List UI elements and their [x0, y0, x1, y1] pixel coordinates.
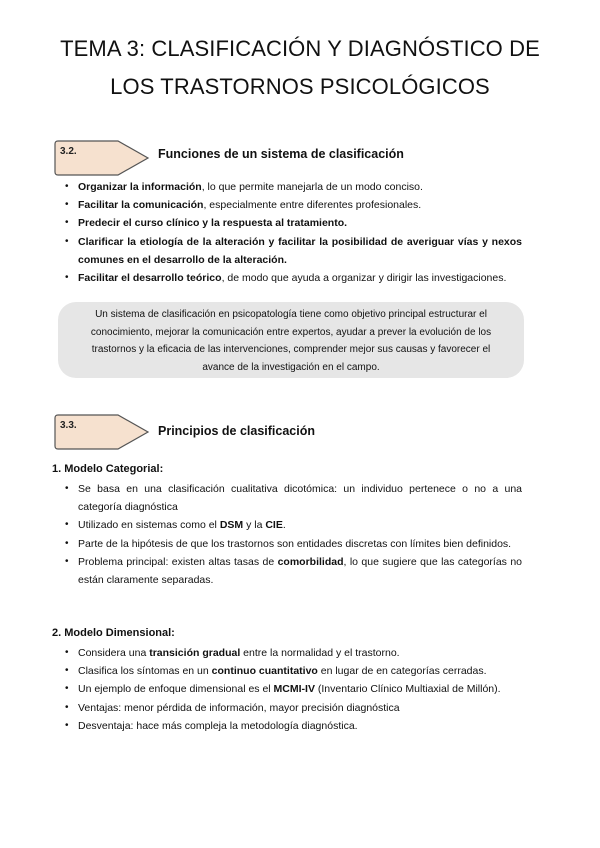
list-item: [64, 535, 522, 553]
list-item: [64, 196, 522, 214]
list-item-text: Utilizado en sistemas como el: [78, 519, 220, 532]
list-item-bold: Clarificar la etiología de la alteración y facilitar la posibilidad de averiguar vías y nexos comunes en el desarrollo de la alteración.: [78, 235, 522, 266]
section-number: 3.2.: [60, 146, 77, 157]
list-item-text: Se basa en una clasificación cualitativa dicotómica: un individuo pertenece o no a una categoría diagnóstica: [78, 483, 522, 514]
functions-list: [64, 178, 522, 287]
section-heading: Principios de clasificación: [158, 424, 316, 438]
list-item-text: Ventajas: menor pérdida de información, mayor precisión diagnóstica: [78, 701, 400, 714]
list-item-bold: transición gradual: [149, 647, 241, 659]
list-item-text: Considera una: [78, 647, 150, 659]
list-item-text: .: [282, 519, 286, 532]
list-item: [64, 699, 522, 717]
page-title: [20, 30, 580, 106]
list-item: [64, 269, 522, 287]
summary-line: trastornos y la eficacia de las intervenciones, comprender mejor sus causas y favorecer el: [91, 344, 491, 356]
list-item-text: (Inventario Clínico Multiaxial de Millón).: [314, 683, 501, 696]
dimensional-model-list: [64, 644, 522, 735]
list-item-bold: Organizar la información: [78, 181, 202, 193]
model-heading: 1. Modelo Categorial:: [52, 463, 164, 475]
list-item: [64, 644, 522, 662]
list-item: [64, 214, 522, 232]
list-item-bold: CIE: [265, 519, 283, 532]
title-line-1: TEMA 3: CLASIFICACIÓN Y DIAGNÓSTICO DE: [60, 36, 540, 61]
model-heading: 2. Modelo Dimensional:: [52, 627, 175, 639]
summary-line: conocimiento, mejorar la comunicación entre expertos, ayudar a prever la evolución de los: [90, 326, 492, 338]
list-item-bold: Facilitar el desarrollo teórico: [78, 272, 222, 285]
section-heading: Funciones de un sistema de clasificación: [158, 147, 404, 161]
list-item-bold: comorbilidad: [277, 555, 344, 568]
list-item-text: Parte de la hipótesis de que los trastornos son entidades discretas con límites bien definidos.: [78, 537, 512, 550]
title-line-2: LOS TRASTORNOS PSICOLÓGICOS: [110, 74, 490, 99]
list-item: [64, 717, 522, 735]
section-number-tag: [54, 414, 150, 450]
section-number-tag: [54, 140, 150, 176]
list-item-bold: MCMI-IV: [273, 683, 315, 696]
list-item-text: , de modo que ayuda a organizar y dirigir las investigaciones.: [221, 272, 507, 285]
list-item: [64, 553, 522, 589]
list-item-bold: continuo cuantitativo: [211, 665, 318, 678]
list-item: [64, 233, 522, 269]
list-item-text: Problema principal: existen altas tasas de: [78, 555, 278, 568]
list-item-text: , especialmente entre diferentes profesionales.: [203, 199, 422, 212]
list-item-text: Un ejemplo de enfoque dimensional es el: [78, 683, 274, 696]
list-item-bold: Facilitar la comunicación: [78, 199, 204, 212]
list-item: [64, 680, 522, 698]
list-item-text: , lo que sugiere que las categorías no están claramente separadas.: [78, 555, 522, 587]
section-number: 3.3.: [60, 420, 77, 431]
list-item: [64, 516, 522, 534]
list-item-text: Desventaja: hace más compleja la metodología diagnóstica.: [78, 719, 358, 732]
summary-box: [58, 302, 524, 378]
list-item-text: , lo que permite manejarla de un modo conciso.: [201, 181, 423, 193]
categorical-model-list: [64, 480, 522, 589]
list-item-text: en lugar de en categorías cerradas.: [317, 665, 487, 678]
list-item-bold: Predecir el curso clínico y la respuesta al tratamiento.: [78, 217, 348, 230]
list-item: [64, 662, 522, 680]
list-item: [64, 480, 522, 516]
list-item-text: Clasifica los síntomas en un: [78, 665, 212, 678]
list-item-text: entre la normalidad y el trastorno.: [240, 647, 400, 659]
summary-line: Un sistema de clasificación en psicopatología tiene como objetivo principal estructurar el: [95, 309, 487, 320]
summary-line: avance de la investigación en el campo.: [202, 361, 380, 373]
list-item-bold: DSM: [219, 519, 244, 532]
list-item: [64, 178, 522, 196]
list-item-text: y la: [243, 519, 266, 532]
